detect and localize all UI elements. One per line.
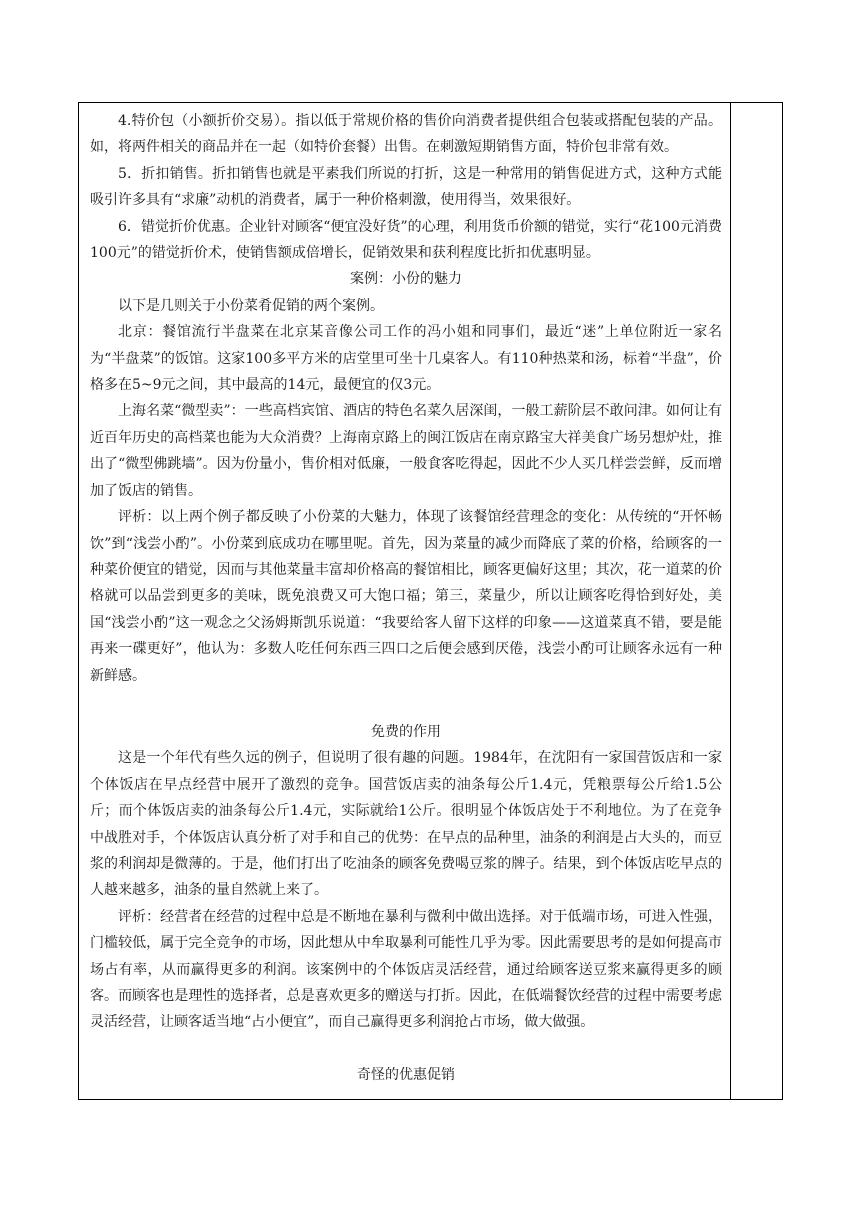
case1-title: 案例：小份的魅力 [350, 271, 462, 288]
case2-analysis: 评析：经营者在经营的过程中总是不断地在暴利与微利中做出选择。对于低端市场，可进入性强，门槛较低，属于完全竞争的市场，因此想从中牟取暴利可能性几乎为零。因此需要思考的是如何提高市场占有率，从而赢得更多的利润。该案例中的个体饭店灵活经营，通过给顾客送豆浆来赢得更多的顾客。而顾客也是理性的选择者，总是喜欢更多的赠送与打折。因此，在低端餐饮经营的过程中需要考虑灵活经营，让顾客适当地“占小便宜”，而自己赢得更多利润抢占市场，做大做强。 [90, 908, 722, 1031]
spacer [90, 689, 722, 719]
paragraph-illusion-discount: 6．错觉折价优惠。企业针对顾客“便宜没好货”的心理，利用货币价额的错觉，实行“花100元消费100元”的错觉折价术，使销售额成倍增长，促销效果和获利程度比折扣优惠明显。 [90, 218, 722, 262]
paragraph-special-package: 4.特价包（小额折价交易）。指以低于常规价格的售价向消费者提供组合包装或搭配包装的产品。如，将两件相关的商品并在一起（如特价套餐）出售。在刺激短期销售方面，特价包非常有效。 [90, 113, 722, 156]
case1-analysis: 评析：以上两个例子都反映了小份菜的大魅力，体现了该餐馆经营理念的变化：从传统的“开怀畅饮”到“浅尝小酌”。小份菜到底成功在哪里呢。首先，因为菜量的减少而降底了菜的价格，给顾客的一种菜价便宜的错觉，因而与其他菜量丰富却价格高的餐馆相比，顾客更偏好这里；其次，花一道菜的价格就可以品尝到更多的美味，既免浪费又可大饱口福；第三，菜量少，所以让顾客吃得恰到好处，美国“浅尝小酌”这一观念之父汤姆斯凯乐说道：“我要给客人留下这样的印象——这道菜真不错，要是能再来一碟更好”，他认为：多数人吃任何东西三四口之后便会感到厌倦，浅尝小酌可让顾客永远有一种新鲜感。 [90, 509, 722, 684]
table-column-divider [730, 102, 731, 1100]
paragraph-discount-sale: 5．折扣销售。折扣销售也就是平素我们所说的打折，这是一种常用的销售促进方式，这种方式能吸引许多具有“求廉”动机的消费者，属于一种价格刺激，使用得当，效果很好。 [90, 165, 722, 209]
case2-title: 免费的作用 [371, 723, 441, 740]
table-cell-top-border [730, 102, 783, 103]
case1-beijing: 北京：餐馆流行半盘菜在北京某音像公司工作的冯小姐和同事们，最近“迷”上单位附近一家名为“半盘菜”的饭馆。这家100多平方米的店堂里可坐十几桌客人。有110种热菜和汤，标着“半盘”，价格多在5~9元之间，其中最高的14元，最便宜的仅3元。 [90, 324, 722, 394]
case2-story: 这是一个年代有些久远的例子，但说明了很有趣的问题。1984年，在沈阳有一家国营饭店和一家个体饭店在早点经营中展开了激烈的竞争。国营饭店卖的油条每公斤1.4元，凭粮票每公斤给1.5公斤；而个体饭店卖的油条每公斤1.4元，实际就给1公斤。很明显个体饭店处于不利地位。为了在竞争中战胜对手，个体饭店认真分析了对手和自己的优势：在早点的品种里，油条的利润是占大头的，而豆浆的利润却是微薄的。于是，他们打出了吃油条的顾客免费喝豆浆的牌子。结果，到个体饭店吃早点的人越来越多，油条的量自然就上来了。 [90, 750, 722, 899]
case1-intro: 以下是几则关于小份菜肴促销的两个案例。 [118, 297, 384, 314]
document-body [90, 106, 722, 1088]
spacer [90, 1036, 722, 1062]
case3-title: 奇怪的优惠促销 [357, 1066, 455, 1083]
case1-shanghai: 上海名菜“微型卖”：一些高档宾馆、酒店的特色名菜久居深闺，一般工薪阶层不敢问津。如何让有近百年历史的高档菜也能为大众消费？上海南京路上的闽江饭店在南京路宝大祥美食广场另想炉灶，推出了“微型佛跳墙”。因为份量小，售价相对低廉，一般食客吃得起，因此不少人买几样尝尝鲜，反而增加了饭店的销售。 [90, 403, 722, 499]
